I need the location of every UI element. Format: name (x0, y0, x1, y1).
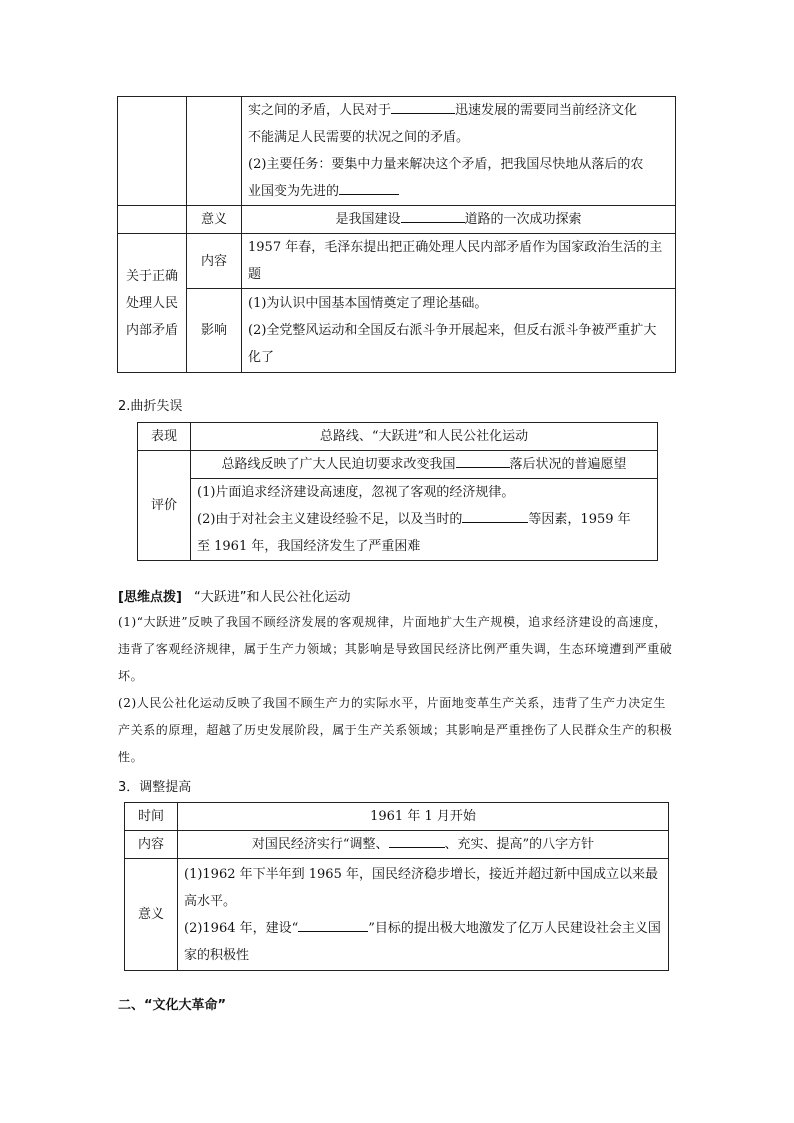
label-time: 时间 (125, 803, 178, 831)
fill-blank[interactable] (298, 917, 368, 932)
table-setbacks (137, 422, 658, 561)
text-line: 实之间的矛盾，人民对于 (248, 103, 392, 118)
cell-manifestation: 总路线、“大跃进”和人民公社化运动 (191, 423, 658, 451)
text-line: 等因素，1959 年 (528, 512, 631, 527)
section-title: 2.曲折失误 (118, 399, 183, 414)
fill-blank[interactable] (456, 453, 510, 468)
topic-text: 关于正确处理人民内部矛盾 (126, 268, 179, 338)
text-line: (1)1962 年下半年到 1965 年，国民经济稳步增长，接近并超过新中国成立以来最高水平。 (184, 866, 658, 909)
section-title: 二、“文化大革命” (118, 998, 227, 1013)
text-line: (2)1964 年，建设“ (184, 920, 299, 936)
label-topic (118, 234, 187, 373)
label-content: 内容 (125, 831, 178, 859)
text-line: (1)为认识中国基本国情奠定了理论基础。 (248, 296, 488, 311)
note-body (118, 609, 678, 771)
cell-content: 1957 年春，毛泽东提出把正确处理人民内部矛盾作为国家政治生活的主题 (242, 234, 676, 289)
cell-empty (118, 97, 187, 206)
fill-blank[interactable] (339, 180, 399, 195)
fill-blank[interactable] (462, 508, 528, 523)
text-line: (2)主要任务：要集中力量来解决这个矛盾，把我国尽快地从落后的农 (248, 157, 644, 172)
text-line: 落后状况的普遍愿望 (509, 457, 627, 472)
text-line: ”目标的提出极大地激发了亿万人民建设社会主义国家的积极性 (184, 920, 661, 963)
label-meaning: 意义 (187, 206, 242, 234)
cell-main-contradiction (242, 97, 676, 206)
label-content: 内容 (187, 234, 242, 289)
cell-eval-2 (191, 479, 658, 561)
cell-empty (187, 97, 242, 206)
text-line: (1)片面追求经济建设高速度，忽视了客观的经济规律。 (197, 485, 515, 500)
note-title: “大跃进”和人民公社化运动 (194, 590, 351, 605)
label-meaning: 意义 (125, 859, 178, 971)
text-line: (2)由于对社会主义建设经验不足，以及当时的 (197, 512, 463, 527)
note-paragraph-2: (2)人民公社化运动反映了我国不顾生产力的实际水平，片面地变革生产关系，违背了生产力决定生产关系的原理，超越了历史发展阶段，属于生产关系领域；其影响是严重挫伤了人民群众生产的积极性。 (118, 696, 673, 764)
text-line: 业国变为先进的 (248, 184, 340, 199)
cell-impact (242, 289, 676, 373)
text-line: (2)全党整风运动和全国反右派斗争开展起来，但反右派斗争被严重扩大化了 (248, 323, 657, 365)
text-line: 道路的一次成功探索 (464, 212, 582, 227)
label-manifestation: 表现 (138, 423, 191, 451)
cell-time: 1961 年 1 月开始 (178, 803, 669, 831)
fill-blank[interactable] (389, 833, 445, 848)
cell-meaning (178, 859, 669, 971)
text-line: 对国民经济实行“调整、 (251, 837, 389, 852)
note-paragraph-1: (1)“大跃进”反映了我国不顾经济发展的客观规律，片面地扩大生产规模，追求经济建设的高速度，违背了客观经济规律，属于生产力领域；其影响是导致国民经济比例严重失调，生态环境遭到严重破坏。 (118, 615, 673, 683)
text-line: 、充实、提高”的八字方针 (444, 837, 595, 852)
note-heading (118, 586, 351, 605)
section-title: 3．调整提高 (118, 780, 192, 795)
cell-content (178, 831, 669, 859)
label-impact: 影响 (187, 289, 242, 373)
cell-eval-1 (191, 451, 658, 479)
text-line: 总路线反映了广大人民迫切要求改变我国 (221, 457, 456, 472)
fill-blank[interactable] (391, 99, 455, 114)
text-line: 迅速发展的需要同当前经济文化 (455, 103, 638, 118)
fill-blank[interactable] (401, 208, 465, 223)
note-tag: [思维点拨] (118, 590, 182, 605)
text-line: 至 1961 年，我国经济发生了严重困难 (197, 539, 421, 554)
cell-meaning (242, 206, 676, 234)
table-adjustment (124, 802, 669, 971)
text-line: 是我国建设 (335, 212, 401, 227)
cell-empty (118, 206, 187, 234)
label-evaluation: 评价 (138, 451, 191, 561)
table-socialist-exploration (117, 96, 676, 373)
text-line: 不能满足人民需要的状况之间的矛盾。 (248, 130, 470, 145)
